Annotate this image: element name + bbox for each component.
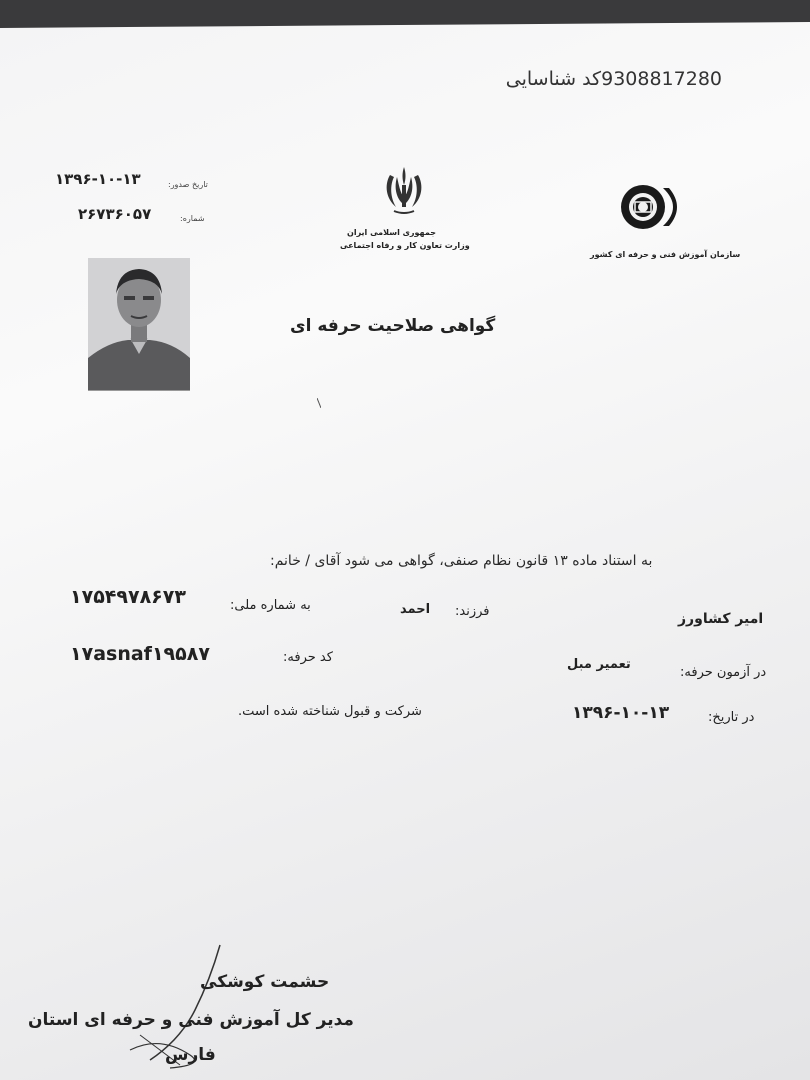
signatory-name: حشمت کوشکی <box>200 972 330 992</box>
certificate-intro: به استناد ماده ۱۳ قانون نظام صنفی، گواهی می شود آقای / خانم: <box>270 553 653 569</box>
exam-date: ۱۳۹۶-۱۰-۱۳ <box>572 703 670 723</box>
portrait-photo <box>88 258 190 391</box>
national-id-label: به شماره ملی: <box>230 598 311 613</box>
tvto-logo-icon <box>613 180 685 234</box>
signatory-province: فارس <box>165 1045 216 1065</box>
issue-date-label: تاریخ صدور: <box>168 180 208 189</box>
exam-label: در آزمون حرفه: <box>680 665 767 680</box>
issue-date: ۱۳۹۶-۱۰-۱۳ <box>55 170 141 188</box>
stray-mark <box>317 398 321 408</box>
certificate-number-label: شماره: <box>180 214 205 223</box>
iran-emblem-icon <box>378 163 430 219</box>
acceptance-text: شرکت و قبول شناخته شده است. <box>238 704 422 719</box>
gov-line-1: جمهوری اسلامی ایران <box>347 228 436 237</box>
certificate-number: ۲۶۷۳۶۰۵۷ <box>78 205 152 223</box>
trade-code: ۱۷asnaf۱۹۵۸۷ <box>70 643 210 665</box>
certificate-title: گواهی صلاحیت حرفه ای <box>290 316 496 336</box>
holder-name: امیر کشاورز <box>678 611 764 627</box>
trade-code-label: کد حرفه: <box>283 650 333 665</box>
trade-name: تعمیر مبل <box>567 657 631 672</box>
signatory-title: مدیر کل آموزش فنی و حرفه ای استان <box>28 1010 354 1030</box>
gov-line-2: وزارت تعاون کار و رفاه اجتماعی <box>340 241 470 250</box>
national-id: ۱۷۵۴۹۷۸۶۷۳ <box>70 586 186 608</box>
father-label: فرزند: <box>455 604 490 619</box>
identification-code: 9308817280کد شناسایی <box>505 68 722 90</box>
organization-name: سازمان آموزش فنی و حرفه ای کشور <box>590 250 741 259</box>
exam-date-label: در تاریخ: <box>708 710 755 725</box>
father-name: احمد <box>400 602 431 617</box>
